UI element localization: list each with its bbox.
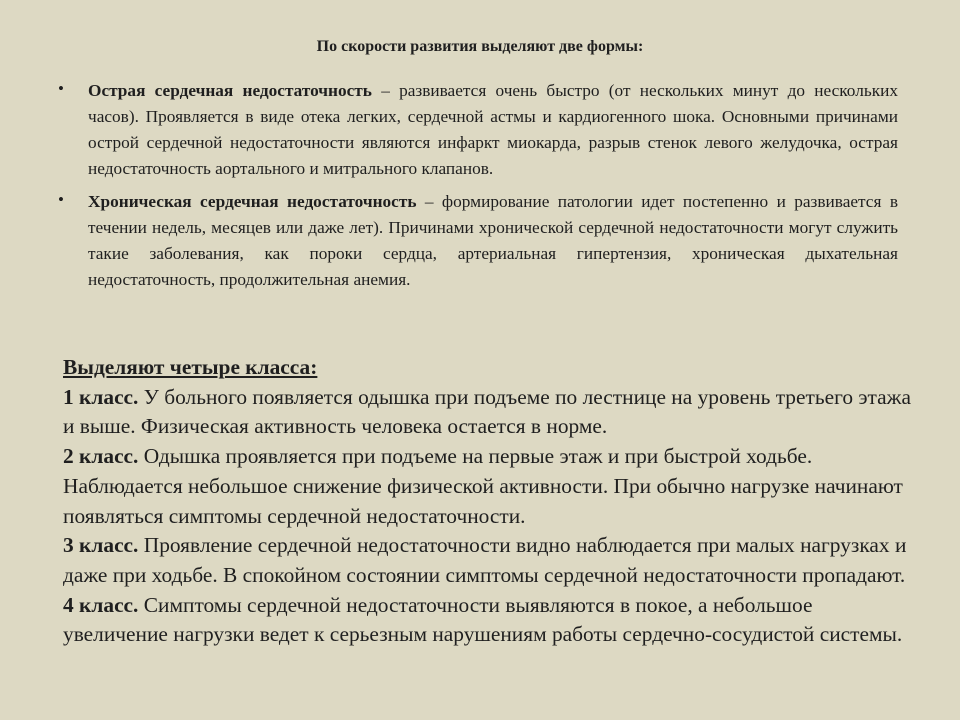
class-label: 1 класс.: [63, 384, 139, 409]
class-item-4: [63, 591, 913, 650]
bullet-marker: •: [58, 190, 64, 209]
class-text: Симптомы сердечной недостаточности выявляются в покое, а небольшое увеличение нагрузки ведет к серьезным нарушениям работы сердечно-сосудистой системы.: [63, 592, 903, 647]
class-text: Проявление сердечной недостаточности видно наблюдается при малых нагрузках и даже при ходьбе. В спокойном состоянии симптомы сердечной недостаточности пропадают.: [63, 533, 907, 587]
bullet-text: – формирование патологии идет постепенно и развивается в течении недель, месяцев или даже лет). Причинами хронической сердечной недостаточности могут служить такие заболевания, как пороки сердца, артериальная гипертензия, хроническая дыхательная недостаточность, продолжительная анемия.: [88, 192, 898, 289]
slide-heading: По скорости развития выделяют две формы:: [316, 38, 644, 55]
bullet-term: Острая сердечная недостаточность: [88, 81, 372, 100]
class-text: У больного появляется одышка при подъеме по лестнице на уровень третьего этажа и выше. Физическая активность человека остается в норме.: [63, 384, 911, 439]
bullet-term: Хроническая сердечная недостаточность: [88, 192, 417, 211]
bullet-chronic-form: [58, 189, 898, 293]
classes-section: [63, 353, 913, 650]
class-label: 4 класс.: [63, 592, 139, 617]
forms-list: [58, 78, 898, 300]
class-text: Одышка проявляется при подъеме на первые этаж и при быстрой ходьбе. Наблюдается небольшое снижение физической активности. При обычно нагрузке начинают появляться симптомы сердечной недостаточности.: [63, 444, 903, 528]
class-label: 2 класс.: [63, 444, 139, 469]
class-item-1: [63, 383, 913, 442]
bullet-marker: •: [58, 79, 64, 98]
class-item-2: [63, 442, 913, 531]
class-item-3: [63, 531, 913, 590]
class-label: 3 класс.: [63, 533, 139, 558]
bullet-text: – развивается очень быстро (от нескольких минут до нескольких часов). Проявляется в виде отека легких, сердечной астмы и кардиогенного шока. Основными причинами острой сердечной недостаточности являются инфаркт миокарда, разрыв стенок левого желудочка, острая недостаточность аортального и митрального клапанов.: [88, 81, 898, 178]
classes-title: Выделяют четыре класса:: [63, 355, 318, 379]
bullet-acute-form: [58, 78, 898, 182]
